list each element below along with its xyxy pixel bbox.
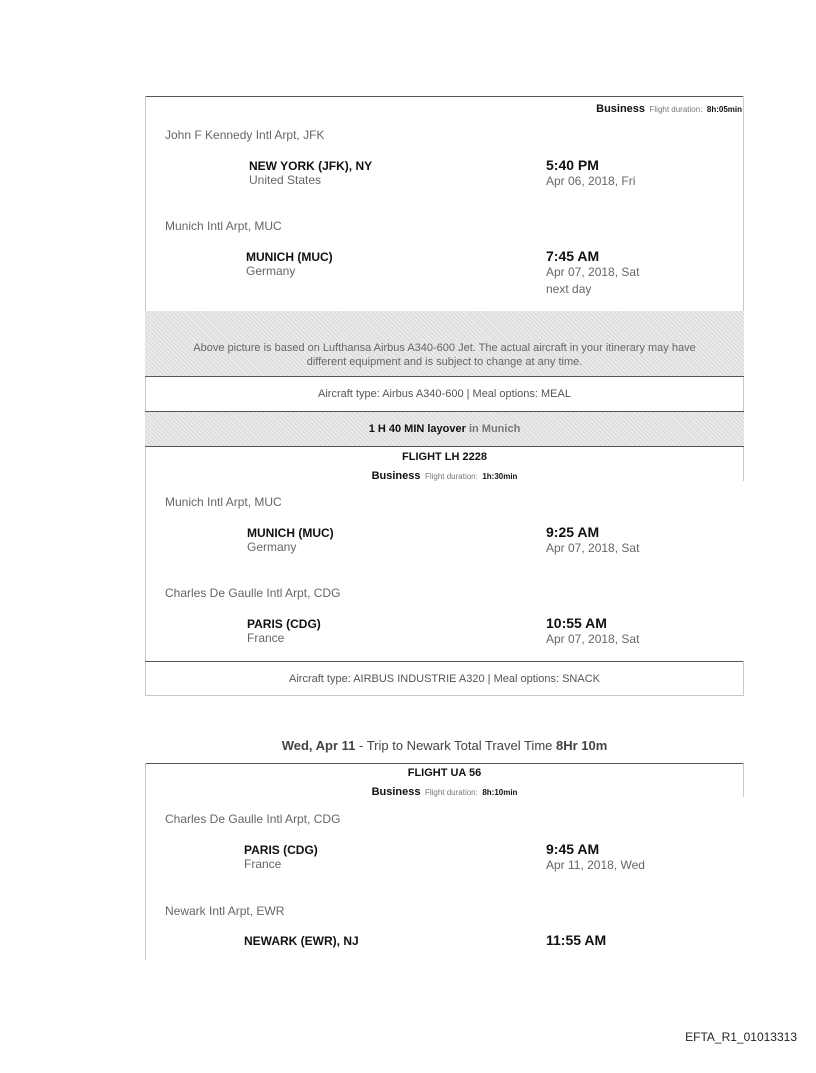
segment-1-cabin-duration [596, 99, 742, 117]
arrive-date: Apr 07, 2018, Sat [546, 632, 640, 646]
layover-strip [145, 411, 744, 447]
segment-3-flight-number: FLIGHT UA 56 [407, 767, 482, 779]
segment-2-cabin-duration [145, 466, 744, 484]
segment-2-aircraft-divider [145, 661, 744, 662]
trip-2-label: - Trip to Newark Total Travel Time [355, 738, 556, 753]
trip-2-date: Wed, Apr 11 [281, 738, 356, 753]
document-id: EFTA_R1_01013313 [685, 1030, 797, 1044]
depart-country: Germany [247, 540, 297, 554]
segment-2-aircraft-info: Aircraft type: AIRBUS INDUSTRIE A320 | Meal options: SNACK [289, 673, 600, 685]
depart-date: Apr 06, 2018, Fri [546, 174, 636, 188]
depart-time: 9:25 AM [546, 524, 600, 540]
depart-airport: John F Kennedy Intl Arpt, JFK [165, 128, 325, 142]
arrive-airport: Munich Intl Arpt, MUC [165, 219, 282, 233]
depart-airport: Munich Intl Arpt, MUC [165, 495, 282, 509]
depart-time: 9:45 AM [546, 841, 600, 857]
arrive-country: Germany [246, 264, 296, 278]
depart-airport: Charles De Gaulle Intl Arpt, CDG [165, 812, 341, 826]
depart-date: Apr 11, 2018, Wed [546, 858, 645, 872]
segment-2-card [145, 447, 744, 696]
arrive-date: Apr 07, 2018, Sat [546, 265, 640, 279]
segment-1-aircraft-info: Aircraft type: Airbus A340-600 | Meal options: MEAL [318, 388, 571, 400]
aircraft-note-line-2: different equipment and is subject to change at any time. [306, 356, 583, 368]
segment-1-top-border [145, 96, 744, 97]
arrive-city: PARIS (CDG) [247, 617, 321, 631]
flight-duration: 8h:05min [706, 105, 742, 114]
segment-3-cabin-duration [145, 782, 744, 800]
cabin-class: Business [371, 786, 421, 798]
aircraft-picture-strip [145, 311, 744, 376]
duration-label: Flight duration: [424, 472, 478, 481]
arrive-city: NEWARK (EWR), NJ [244, 934, 359, 948]
duration-label: Flight duration: [424, 788, 478, 797]
trip-2-header [145, 738, 744, 753]
layover-text [145, 423, 744, 435]
arrive-time: 10:55 AM [546, 615, 607, 631]
depart-country: United States [249, 173, 322, 187]
flight-duration: 8h:10min [482, 788, 518, 797]
arrive-next-day-note: next day [546, 282, 592, 296]
depart-city: MUNICH (MUC) [247, 526, 334, 540]
segment-1-right-border [743, 96, 744, 311]
depart-country: France [244, 857, 282, 871]
depart-city: PARIS (CDG) [244, 843, 318, 857]
segment-3-card [145, 763, 744, 960]
arrive-time: 7:45 AM [546, 248, 600, 264]
layover-duration: 1 H 40 MIN layover [368, 423, 466, 435]
flight-duration: 1h:30min [482, 472, 518, 481]
arrive-airport: Newark Intl Arpt, EWR [165, 904, 285, 918]
segment-2-bottom-border [145, 695, 744, 696]
arrive-time: 11:55 AM [546, 932, 607, 948]
layover-location: in Munich [468, 423, 521, 435]
duration-label: Flight duration: [649, 105, 703, 114]
depart-time: 5:40 PM [546, 157, 599, 173]
segment-2-flight-number: FLIGHT LH 2228 [402, 451, 487, 463]
arrive-country: France [247, 631, 285, 645]
cabin-class: Business [596, 103, 646, 115]
arrive-airport: Charles De Gaulle Intl Arpt, CDG [165, 586, 341, 600]
cabin-class: Business [371, 470, 421, 482]
segment-3-top-border [145, 763, 744, 764]
segment-1-aircraft-row [145, 377, 744, 411]
trip-2-total-time: 8Hr 10m [556, 738, 608, 753]
depart-date: Apr 07, 2018, Sat [546, 541, 640, 555]
segment-1-left-border [145, 96, 146, 311]
aircraft-note-line-1: Above picture is based on Lufthansa Airbus A340-600 Jet. The actual aircraft in your itinerary may have [193, 342, 696, 354]
depart-city: NEW YORK (JFK), NY [249, 159, 373, 173]
arrive-city: MUNICH (MUC) [246, 250, 333, 264]
segment-1-card [145, 96, 744, 311]
segment-2-left-border [145, 447, 146, 696]
